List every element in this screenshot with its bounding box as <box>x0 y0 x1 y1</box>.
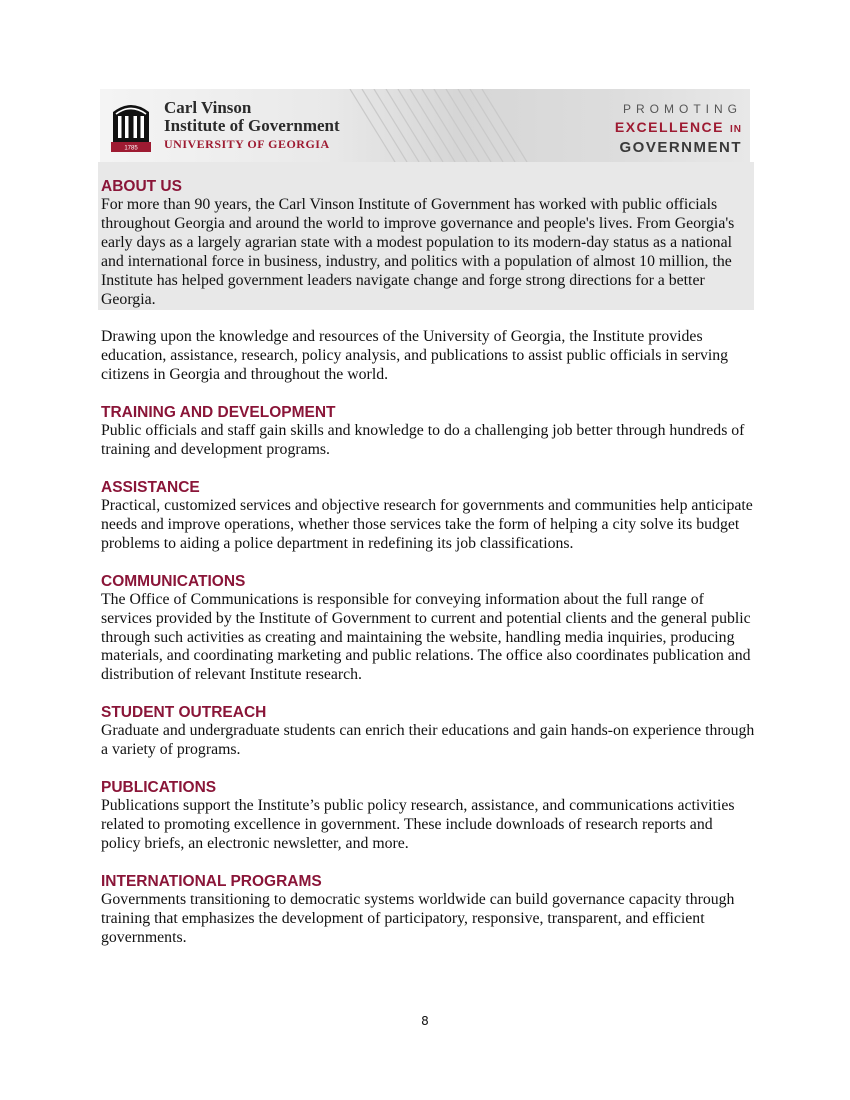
seal-year: 1785 <box>124 145 138 152</box>
organization-name <box>164 99 340 152</box>
section-paragraph: For more than 90 years, the Carl Vinson Institute of Government has worked with public officials throughout Georgia and around the world to improve governance and people's lives. From Georgia's early days as a largely agrarian state with a modest population to its modern-day status as a national and international force in business, industry, and politics with a population of almost 10 million, the Institute has helped government leaders navigate change and forge strong directions for a better Georgia. <box>101 196 735 308</box>
section-paragraph: Public officials and staff gain skills and knowledge to do a challenging job better through hundreds of training and development programs. <box>101 422 745 459</box>
section-paragraph: Governments transitioning to democratic systems worldwide can build governance capacity through training that emphasizes the development of participatory, responsive, transparent, and efficient governments. <box>101 890 735 946</box>
section-training-and-development <box>101 404 756 460</box>
arch-logo-icon <box>110 98 152 153</box>
section-heading: STUDENT OUTREACH <box>101 704 267 722</box>
section-paragraph: The Office of Communications is responsible for conveying information about the full range of services provided by the Institute of Government to current and potential clients and the general public through such activities as creating and maintaining the website, handling media inquiries, producing materials, and coordinating marketing and public relations. The office also coordinates publication and distribution of relevant Institute research. <box>101 590 751 684</box>
section-heading: ABOUT US <box>101 178 182 195</box>
section-heading: PUBLICATIONS <box>101 779 217 797</box>
org-line-1: Carl Vinson <box>164 98 252 117</box>
document-body <box>101 178 756 966</box>
tagline-government: GOVERNMENT <box>619 139 742 156</box>
tagline-in: IN <box>730 124 742 135</box>
section-about-us <box>101 178 756 309</box>
section-international-programs <box>101 873 756 948</box>
section-paragraph: Graduate and undergraduate students can enrich their educations and gain hands-on experience through a variety of programs. <box>101 722 755 759</box>
section-paragraph: Drawing upon the knowledge and resources of the University of Georgia, the Institute provides education, assistance, research, policy analysis, and publications to assist public officials in serving citizens in Georgia and throughout the world. <box>101 328 729 384</box>
tagline <box>615 100 742 157</box>
section-publications <box>101 779 756 854</box>
section-heading: ASSISTANCE <box>101 478 200 496</box>
tagline-promoting: PROMOTING <box>623 102 742 116</box>
section-heading: INTERNATIONAL PROGRAMS <box>101 872 322 890</box>
section-heading: TRAINING AND DEVELOPMENT <box>101 404 336 422</box>
tagline-excellence-word: EXCELLENCE <box>614 119 724 135</box>
page-number: 8 <box>421 1014 429 1028</box>
section-paragraph: Publications support the Institute’s public policy research, assistance, and communications activities related to promoting excellence in government. These include downloads of research reports and policy briefs, an electronic newsletter, and more. <box>101 797 735 852</box>
section-about-us-continued <box>101 328 756 385</box>
section-heading: COMMUNICATIONS <box>101 572 246 590</box>
tagline-excellence <box>615 118 742 139</box>
org-line-2: Institute of Government <box>164 116 340 135</box>
section-student-outreach <box>101 704 756 760</box>
section-assistance <box>101 479 756 554</box>
section-communications <box>101 573 756 686</box>
header-banner <box>100 89 750 162</box>
org-university: UNIVERSITY OF GEORGIA <box>164 137 330 151</box>
section-paragraph: Practical, customized services and objective research for governments and communities help anticipate needs and improve operations, whether those services take the form of helping a city solve its budget problems to aiding a police department in redefining its job classifications. <box>101 496 753 552</box>
